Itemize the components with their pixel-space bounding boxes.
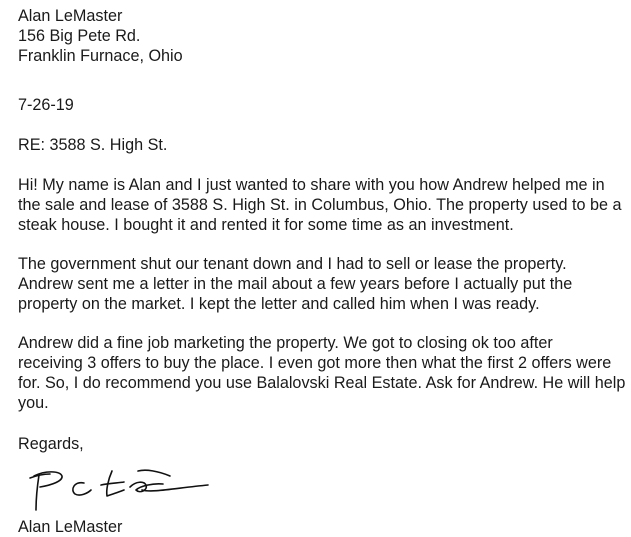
letter (18, 6, 626, 537)
subject-line: RE: 3588 S. High St. (18, 136, 168, 154)
signature-icon (20, 466, 210, 514)
sender-name: Alan LeMaster (18, 7, 123, 25)
paragraph-intro (18, 175, 626, 235)
paragraph-line: for. So, I do recommend you use Balalovski Real Estate. Ask for Andrew. He will help (18, 374, 626, 392)
paragraph-recommendation (18, 333, 626, 413)
paragraph-line: Hi! My name is Alan and I just wanted to share with you how Andrew helped me in (18, 176, 605, 194)
paragraph-line: steak house. I bought it and rented it for some time as an investment. (18, 216, 514, 234)
paragraph-line: The government shut our tenant down and I had to sell or lease the property. (18, 255, 567, 273)
letter-date: 7-26-19 (18, 96, 74, 114)
paragraph-line: property on the market. I kept the letter and called him when I was ready. (18, 295, 540, 313)
paragraph-line: Andrew did a fine job marketing the property. We got to closing ok too after (18, 334, 553, 352)
paragraph-line: you. (18, 394, 49, 412)
sender-address (18, 6, 626, 66)
closing: Regards, (18, 435, 84, 453)
sender-city: Franklin Furnace, Ohio (18, 47, 183, 65)
sender-street: 156 Big Pete Rd. (18, 27, 141, 45)
signer-name: Alan LeMaster (18, 518, 123, 536)
paragraph-line: receiving 3 offers to buy the place. I even got more then what the first 2 offers were (18, 354, 612, 372)
paragraph-background (18, 254, 626, 314)
paragraph-line: Andrew sent me a letter in the mail about a few years before I actually put the (18, 275, 573, 293)
paragraph-line: the sale and lease of 3588 S. High St. in Columbus, Ohio. The property used to be a (18, 196, 622, 214)
